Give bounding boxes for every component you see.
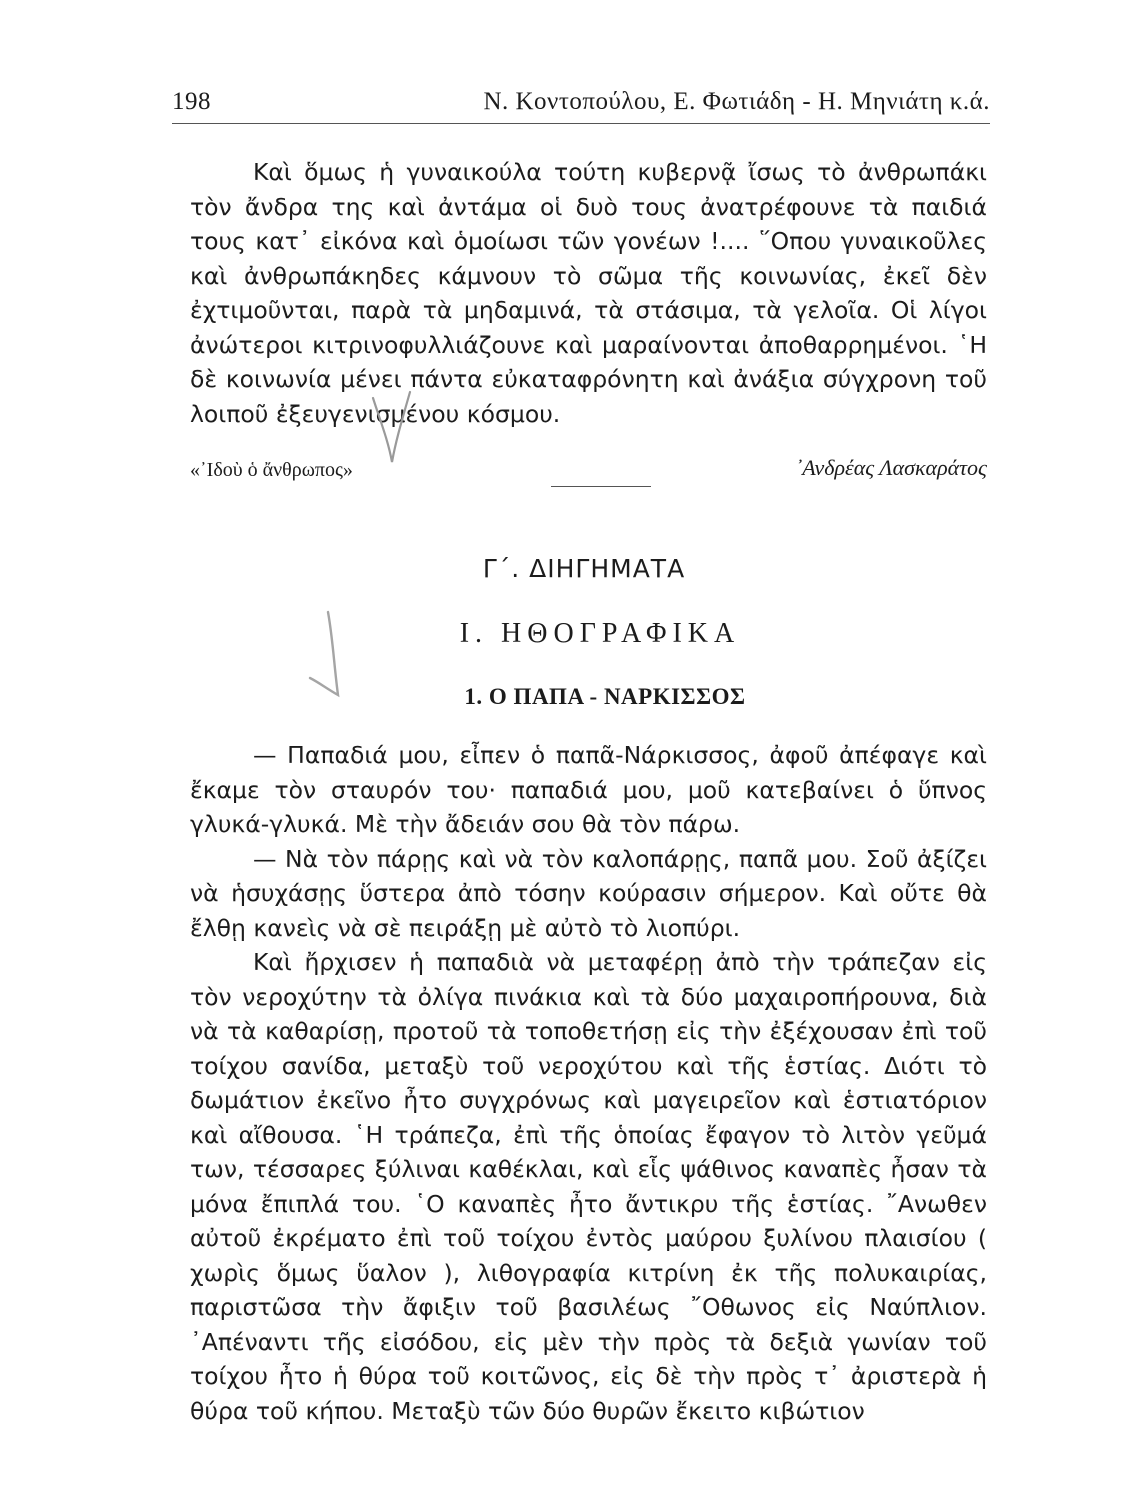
story-paragraph: — Νὰ τὸν πάρῃς καὶ νὰ τὸν καλοπάρῃς, παπᾶ μου. Σοῦ ἀξίζει νὰ ἡσυχάσῃς ὕστερα ἀπὸ τόσην κούρασιν σήμερον. Καὶ οὔτε θὰ ἔλθῃ κανεὶς νὰ σὲ πειράξῃ μὲ αὐτὸ τὸ λιοπύρι. <box>190 844 987 942</box>
page-number: 198 <box>172 88 211 115</box>
source-author: ᾽Ανδρέας Λασκαράτος <box>794 455 987 480</box>
part-heading: Γ΄. ΔΙΗΓΗΜΑΤΑ <box>482 554 686 583</box>
source-work-title: «᾽Ιδοὺ ὁ ἄνθρωπος» <box>190 459 353 481</box>
running-head-authors: Ν. Κοντοπούλου, Ε. Φωτιάδη - Η. Μηνιάτη κ.ά. <box>483 88 990 115</box>
quoted-excerpt <box>190 155 987 431</box>
running-head <box>172 82 990 118</box>
quote-paragraph: Καὶ ὅμως ἡ γυναικούλα τούτη κυβερνᾷ ἴσως τὸ ἀνθρωπάκι τὸν ἄνδρα της καὶ ἀντάμα οἱ δυὸ τους ἀνατρέφουνε τὰ παιδιά τους κατ᾽ εἰκόνα καὶ ὁμοίωσι τῶν γονέων !.... ῞Οπου γυναικοῦλες καὶ ἀνθρωπάκηδες κάμνουν τὸ σῶμα τῆς κοινωνίας, ἐκεῖ δὲν ἐχτιμοῦνται, παρὰ τὰ μηδαμινά, τὰ στάσιμα, τὰ γελοῖα. Οἱ λίγοι ἀνώτεροι κιτρινοφυλλιάζουνε καὶ μαραίνονται ἀποθαρρημένοι. ῾Η δὲ κοινωνία μένει πάντα εὐκαταφρόνητη καὶ ἀνάξια σύγχρονη τοῦ λοιποῦ ἐξευγενισμένου κόσμου. <box>190 158 987 428</box>
story-text <box>190 738 987 1428</box>
section-divider <box>551 486 651 487</box>
story-title: 1. Ο ΠΑΠΑ - ΝΑΡΚΙΣΣΟΣ <box>464 684 746 709</box>
chapter-heading: Ι. ΗΘΟΓΡΑΦΙΚΑ <box>459 618 741 649</box>
header-rule <box>172 123 990 124</box>
story-paragraph: Καὶ ἤρχισεν ἡ παπαδιὰ νὰ μεταφέρῃ ἀπὸ τὴν τράπεζαν εἰς τὸν νεροχύτην τὰ ὀλίγα πινάκια καὶ τὰ δύο μαχαιροπήρουνα, διὰ νὰ τὰ καθαρίσῃ, προτοῦ τὰ τοποθετήσῃ εἰς τὴν ἐξέχουσαν ἐπὶ τοῦ τοίχου σανίδα, μεταξὺ τοῦ νεροχύτου καὶ τῆς ἑστίας. Διότι τὸ δωμάτιον ἐκεῖνο ἦτο συγχρόνως καὶ μαγειρεῖον καὶ ἑστιατόριον καὶ αἴθουσα. ῾Η τράπεζα, ἐπὶ τῆς ὁποίας ἔφαγον τὸ λιτὸν γεῦμά των, τέσσαρες ξύλιναι καθέκλαι, καὶ εἷς ψάθινος καναπὲς ἦσαν τὰ μόνα ἔπιπλά του. ῾Ο καναπὲς ἦτο ἄντικρυ τῆς ἑστίας. ῎Ανωθεν αὐτοῦ ἐκρέματο ἐπὶ τοῦ τοίχου ἐντὸς μαύρου ξυλίνου πλαισίου ( χωρὶς ὅμως ὕαλον ), λιθογραφία κιτρίνη ἐκ τῆς πολυκαιρίας, παριστῶσα τὴν ἄφιξιν τοῦ βασιλέως ῎Οθωνος εἰς Ναύπλιον. ᾽Απέναντι τῆς εἰσόδου, εἰς μὲν τὴν πρὸς τὰ δεξιὰ γωνίαν τοῦ τοίχου ἦτο ἡ θύρα τοῦ κοιτῶνος, εἰς δὲ τὴν πρὸς τ᾽ ἀριστερὰ ἡ θύρα τοῦ κήπου. Μεταξὺ τῶν δύο θυρῶν ἔκειτο κιβώτιον <box>190 948 987 1425</box>
story-paragraph: — Παπαδιά μου, εἶπεν ὁ παπᾶ-Νάρκισσος, ἀφοῦ ἀπέφαγε καὶ ἔκαμε τὸν σταυρόν του· παπαδιά μου, μοῦ κατεβαίνει ὁ ὕπνος γλυκά-γλυκά. Μὲ τὴν ἄδειάν σου θὰ τὸν πάρω. <box>190 741 987 838</box>
quote-source <box>190 455 987 485</box>
